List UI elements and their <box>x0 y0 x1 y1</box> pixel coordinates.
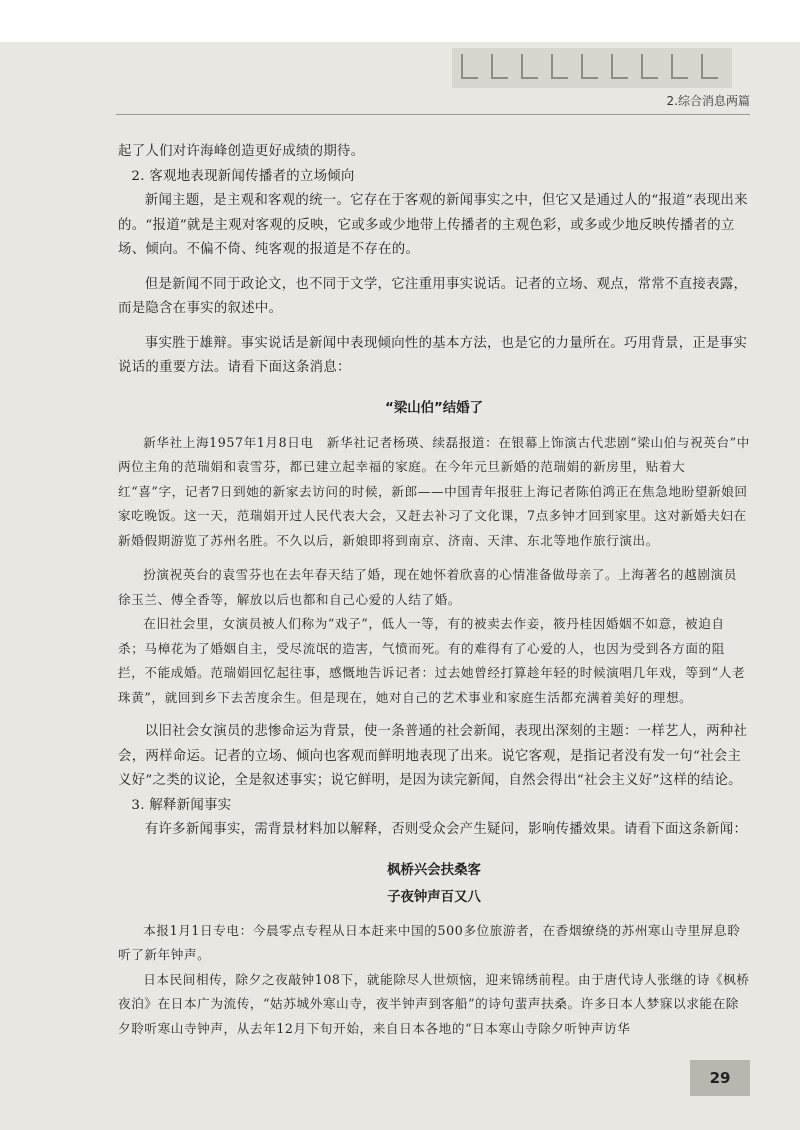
header-rule <box>116 114 750 115</box>
chapter-title: 2.综合消息两篇 <box>666 94 750 108</box>
section-heading: 3. 解释新闻事实 <box>131 797 232 813</box>
paragraph: 起了人们对许海峰创造更好成绩的期待。 <box>118 144 365 159</box>
page-content <box>118 140 750 1041</box>
page-number: 29 <box>690 1060 750 1096</box>
section-heading: 2. 客观地表现新闻传播者的立场倾向 <box>131 168 355 184</box>
paragraph: 有许多新闻事实，需背景材料加以解释，否则受众会产生疑问，影响传播效果。请看下面这条新闻： <box>144 822 748 837</box>
paragraph: 事实胜于雄辩。事实说话是新闻中表现倾向性的基本方法，也是它的力量所在。巧用背景，正是事实说话的重要方法。请看下面这条消息： <box>118 335 748 375</box>
paragraph: 以旧社会女演员的悲惨命运为背景，使一条普通的社会新闻，表现出深刻的主题：一样艺人，两种社会，两样命运。记者的立场、倾向也客观而鲜明地表现了出来。说它客观，是指记者没有发一句“社会主义好”之类的议论，全是叙述事实；说它鲜明，是因为读完新闻，自然会得出“社会主义好”这样的结论。 <box>118 724 748 788</box>
news-headline-sub: 子夜钟声百又八 <box>387 889 481 905</box>
quoted-paragraph: 在旧社会里，女演员被人们称为“戏子”，低人一等，有的被卖去作妾，筱丹桂因婚姻不如意，被迫自杀；马樟花为了婚姻自主，受尽流氓的造害，气愤而死。有的难得有了心爱的人，也因为受到各方面的阻拦，不能成婚。范瑞娟回忆起往事，感慨地告诉记者：过去她曾经打算趁年轻的时候演唱几年戏，等到“人老珠黄”，就回到乡下去苦度余生。但是现在，她对自己的艺术事业和家庭生活都充满着美好的理想。 <box>118 616 746 705</box>
quoted-paragraph: 新华社上海1957年1月8日电 新华社记者杨瑛、续磊报道：在银幕上饰演古代悲剧“梁山伯与祝英台”中两位主角的范瑞娟和袁雪芬，都已建立起幸福的家庭。在今年元旦新婚的范瑞娟的新房里，贴着大红“喜”字，记者7日到她的新家去访问的时候，新郎——中国青年报驻上海记者陈伯鸿正在焦急地盼望新娘回家吃晚饭。这一天，范瑞娟开过人民代表大会，又赶去补习了文化课，7点多钟才回到家里。这对新婚夫妇在新婚假期游览了苏州名胜。不久以后，新娘即将到南京、济南、天津、东北等地作旅行演出。 <box>118 434 750 548</box>
header-decoration <box>452 48 732 88</box>
quoted-paragraph: 本报1月1日专电：今晨零点专程从日本赶来中国的500多位旅游者，在香烟缭绕的苏州寒山寺里屏息聆听了新年钟声。 <box>118 922 741 962</box>
news-headline: “梁山伯”结婚了 <box>385 400 483 416</box>
quoted-paragraph: 日本民间相传，除夕之夜敲钟108下，就能除尽人世烦恼，迎来锦绣前程。由于唐代诗人张继的诗《枫桥夜泊》在日本广为流传，“姑苏城外寒山寺，夜半钟声到客船”的诗句蜚声扶桑。许多日本人梦寐以求能在除夕聆听寒山寺钟声，从去年12月下旬开始，来自日本各地的“日本寒山寺除夕听钟声访华 <box>118 971 750 1036</box>
paragraph: 新闻主题，是主观和客观的统一。它存在于客观的新闻事实之中，但它又是通过人的“报道”表现出来的。“报道”就是主观对客观的反映，它或多或少地带上传播者的主观色彩，或多或少地反映传播者的立场、倾向。不偏不倚、纯客观的报道是不存在的。 <box>118 193 748 257</box>
news-headline-main: 枫桥兴会扶桑客 <box>387 862 481 878</box>
paragraph: 但是新闻不同于政论文，也不同于文学，它注重用事实说话。记者的立场、观点，常常不直接表露，而是隐含在事实的叙述中。 <box>118 276 748 316</box>
quoted-paragraph: 扮演祝英台的袁雪芬也在去年春天结了婚，现在她怀着欣喜的心情准备做母亲了。上海著名的越剧演员徐玉兰、傅全香等，解放以后也都和自己心爱的人结了婚。 <box>118 567 737 607</box>
